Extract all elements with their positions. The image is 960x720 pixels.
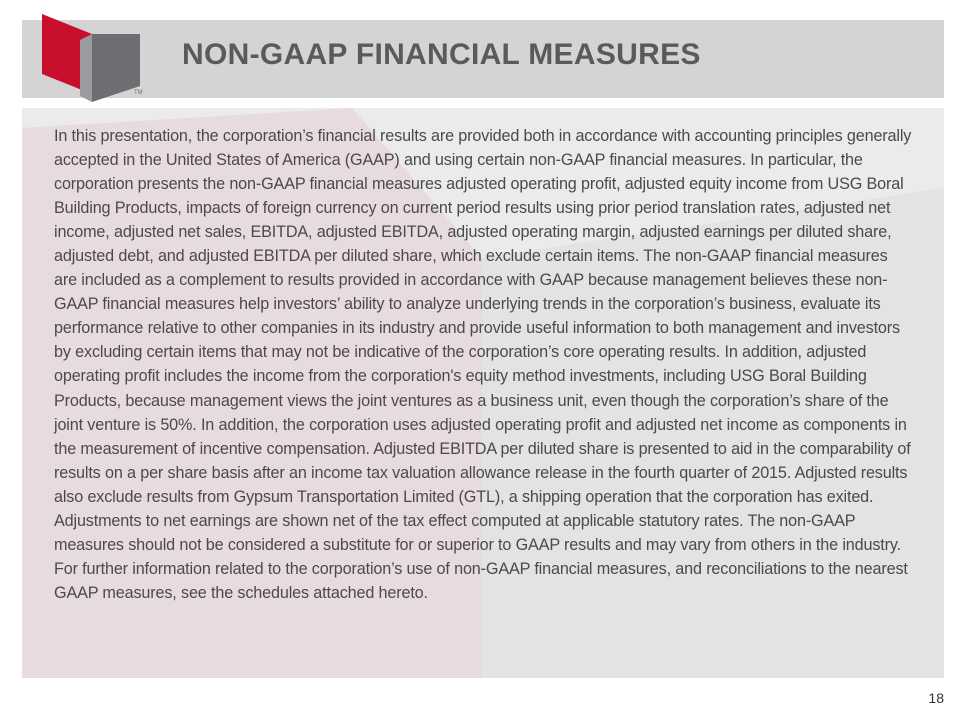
page-number: 18 <box>928 690 944 706</box>
logo-trademark: TM <box>134 90 143 96</box>
body-paragraph: In this presentation, the corporation’s financial results are provided both in accordance with accounting principles generally accepted in the United States of America (GAAP) and using certain non-GAAP financial measures. In particular, the corporation presents the non-GAAP financial measures adjusted operating profit, adjusted equity income from USG Boral Building Products, impacts of foreign currency on current period results using prior period translation rates, adjusted net income, adjusted net sales, EBITDA, adjusted EBITDA, adjusted operating margin, adjusted earnings per diluted share, adjusted debt, and adjusted EBITDA per diluted share, which exclude certain items. The non-GAAP financial measures are included as a complement to results provided in accordance with GAAP because management believes these non-GAAP financial measures help investors’ ability to analyze underlying trends in the corporation’s business, evaluate its performance relative to other companies in its industry and provide useful information to both management and investors by excluding certain items that may not be indicative of the corporation’s core operating results. In addition, adjusted operating profit includes the income from the corporation's equity method investments, including USG Boral Building Products, because management views the joint ventures as a business unit, even though the corporation’s share of the joint venture is 50%. In addition, the corporation uses adjusted operating profit and adjusted net income as components in the measurement of incentive compensation. Adjusted EBITDA per diluted share is presented to aid in the comparability of results on a per share basis after an income tax valuation allowance release in the fourth quarter of 2015. Adjusted results also exclude results from Gypsum Transportation Limited (GTL), a shipping operation that the corporation has exited. Adjustments to net earnings are shown net of the tax effect computed at applicable statutory rates. The non-GAAP measures should not be considered a substitute for or superior to GAAP results and may vary from others in the industry. For further information related to the corporation’s use of non-GAAP financial measures, and reconciliations to the nearest GAAP measures, see the schedules attached hereto. <box>54 127 912 602</box>
logo-light-facet <box>80 34 92 102</box>
content-panel <box>22 108 944 678</box>
logo-gray-facet <box>92 34 140 102</box>
page-title: NON-GAAP FINANCIAL MEASURES <box>182 38 701 71</box>
company-logo <box>40 10 150 106</box>
